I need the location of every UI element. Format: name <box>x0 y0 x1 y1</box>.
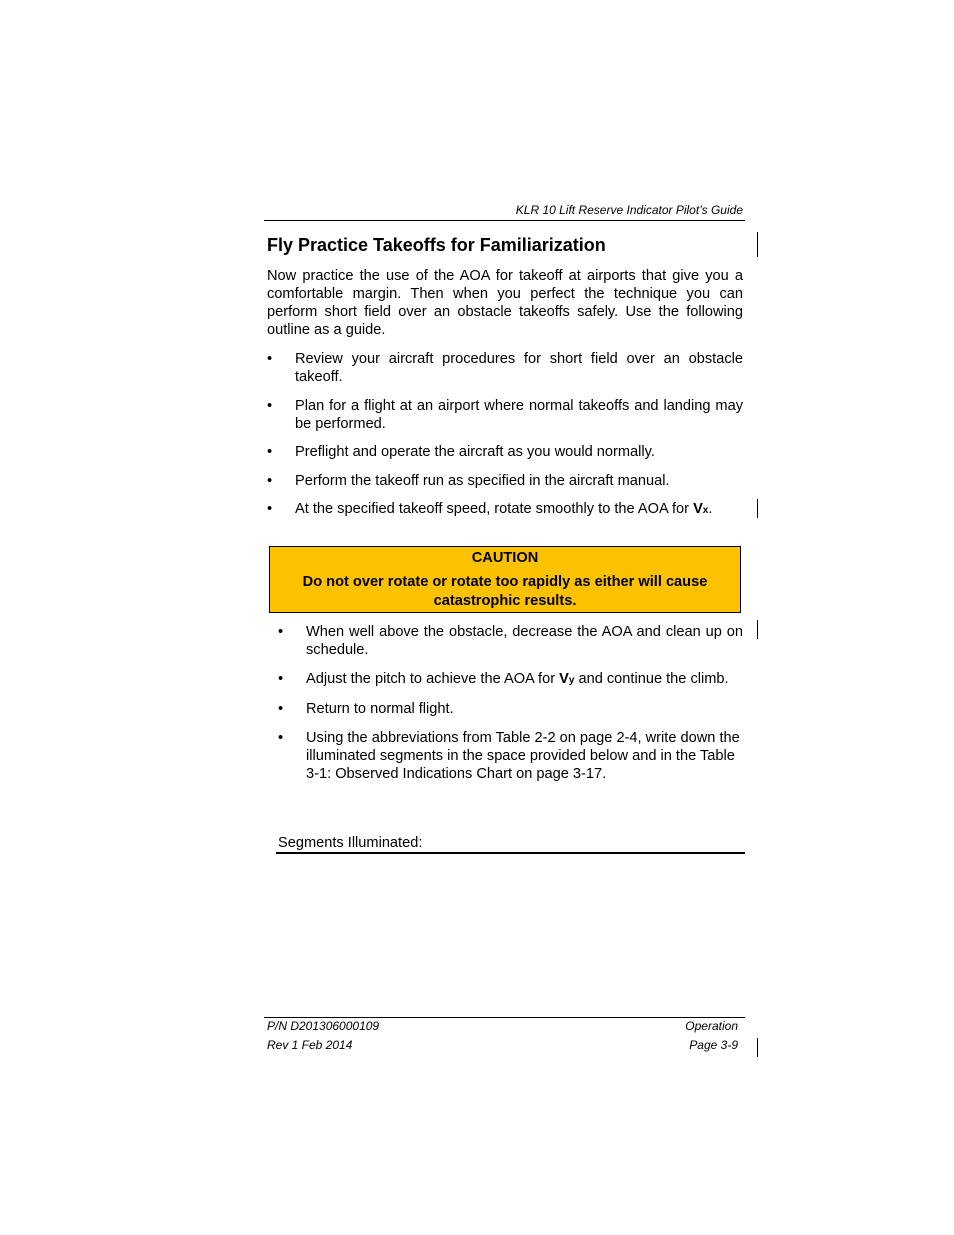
footer-revision: Rev 1 Feb 2014 <box>267 1038 353 1052</box>
list-item: • Return to normal flight. <box>278 701 454 717</box>
header-title: KLR 10 Lift Reserve Indicator Pilot’s Guide <box>515 203 743 217</box>
section-heading: Fly Practice Takeoffs for Familiarization <box>267 235 606 255</box>
segments-label: Segments Illuminated: <box>278 835 423 851</box>
list-item: • Plan for a flight at an airport where normal takeoffs and landing may be performed. <box>267 397 743 432</box>
revision-bar <box>757 499 758 518</box>
bullet-icon: • <box>278 624 284 640</box>
caution-box <box>269 546 741 613</box>
revision-bar <box>757 1038 758 1057</box>
segments-write-line <box>276 852 745 854</box>
vy-symbol: Vy <box>559 670 575 687</box>
revision-bar <box>757 232 758 257</box>
revision-bar <box>757 620 758 639</box>
footer-part-number: P/N D201306000109 <box>267 1019 380 1033</box>
bullet-icon: • <box>267 444 273 460</box>
vx-symbol: Vx <box>693 501 709 517</box>
procedure-list-before-caution <box>267 350 743 531</box>
list-item: • Perform the takeoff run as specified in the aircraft manual. <box>267 472 670 489</box>
list-item: • Preflight and operate the aircraft as you would normally. <box>267 444 655 460</box>
footer-page-number: Page 3-9 <box>689 1038 738 1052</box>
procedure-list-after-caution <box>278 623 743 793</box>
bullet-icon: • <box>278 701 284 717</box>
intro-paragraph: Now practice the use of the AOA for takeoff at airports that give you a comfortable margin. Then when you perfect the technique you can perform short field over an obstacle takeoffs safely. Use the following outline as a guide. <box>267 268 743 338</box>
list-item: • Review your aircraft procedures for short field over an obstacle takeoff. <box>267 351 743 385</box>
footer-rule <box>264 1017 745 1018</box>
caution-text: Do not over rotate or rotate too rapidly as either will cause catastrophic results. <box>302 574 708 609</box>
footer-section: Operation <box>685 1019 738 1033</box>
bullet-icon: • <box>267 501 273 517</box>
header-rule <box>264 220 745 221</box>
bullet-icon: • <box>278 670 284 687</box>
bullet-icon: • <box>267 351 273 367</box>
list-item: • Adjust the pitch to achieve the AOA for Vy and continue the climb. <box>278 670 729 687</box>
bullet-icon: • <box>278 729 284 746</box>
bullet-icon: • <box>267 397 273 414</box>
list-item: • When well above the obstacle, decrease the AOA and clean up on schedule. <box>278 624 743 658</box>
list-item: • Using the abbreviations from Table 2-2 on page 2-4, write down the illuminated segments in the space provided below and in the Table 3-1: Observed Indications Chart on page 3-17. <box>278 729 740 782</box>
bullet-icon: • <box>267 472 273 489</box>
caution-title: CAUTION <box>471 550 539 566</box>
list-item: • At the specified takeoff speed, rotate smoothly to the AOA for Vx. <box>267 501 713 517</box>
